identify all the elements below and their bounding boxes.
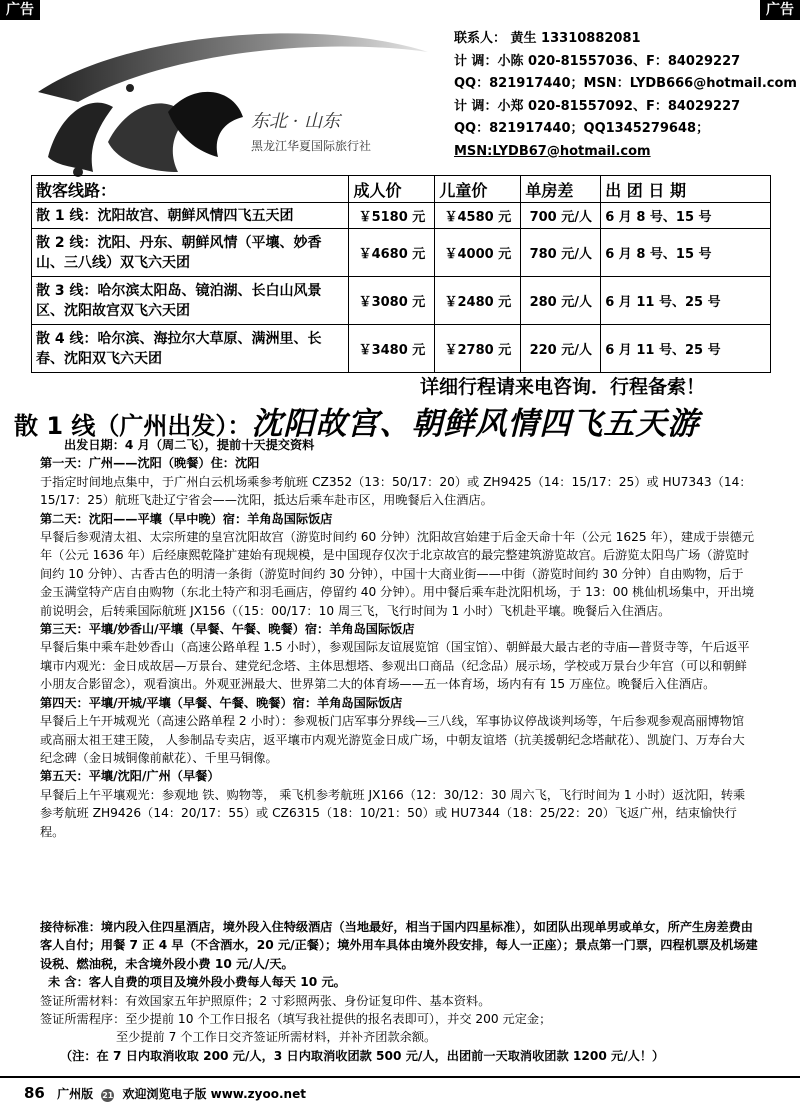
contact-line: QQ：821917440；MSN：LYDB666@hotmail.com — [454, 76, 797, 91]
ad-tag-right: 广告 — [760, 0, 800, 20]
ad-tag-left: 广告 — [0, 0, 40, 20]
contact-line: 计 调：小陈 020-81557036、F：84029227 — [454, 53, 741, 69]
logo-company: 黑龙江华夏国际旅行社 — [251, 139, 372, 153]
day-text: 早餐后上午平壤观光：参观地 铁、购物等， 乘飞机参考航班 JX166（12：30/12：30 周六飞，飞行时间为 1 小时）返沈阳，转乘参考航班 ZH9426（14：20/17：55）或 CZ6315（18：10/21：50）或 HU7344（18：25/22：20）飞返广州，结束愉快行程。 — [40, 787, 746, 839]
route-name: 散 2 线：沈阳、丹东、朝鲜风情（平壤、妙香山、三八线）双飞六天团 — [32, 229, 349, 277]
day-heading: 第四天：平壤/开城/平壤（早餐、午餐、晚餐）宿：羊角岛国际饭店 — [40, 695, 403, 710]
footer-divider — [0, 1076, 800, 1078]
visa-process: 签证所需程序：至少提前 10 个工作日报名（填写我社提供的报名表即可），并交 200 元定金； — [40, 1012, 552, 1027]
departure-info: 出发日期：4 月（周二飞），提前十天提交资料 — [64, 438, 315, 452]
table-row — [32, 277, 771, 325]
contact-info — [454, 28, 797, 163]
contact-line: QQ：821917440；QQ1345279648； — [454, 121, 710, 136]
route-name: 散 4 线：哈尔滨、海拉尔大草原、满洲里、长春、沈阳双飞六天团 — [32, 325, 349, 373]
footer-website: 欢迎浏览电子版 www.zyoo.net — [122, 1087, 306, 1101]
day-text: 于指定时间地点集中，于广州白云机场乘参考航班 CZ352（13：50/17：20）或 ZH9425（14：15/17：25）或 HU7343（14：15/17：25）航班飞赴辽宁省会——沈阳，抵达后乘车赴市区，用晚餐后入住酒店。 — [40, 474, 752, 508]
adult-price: ￥5180 元 — [349, 203, 435, 229]
visa-documents: 签证所需材料：有效国家五年护照原件；2 寸彩照两张、身份证复印件、基本资料。 — [40, 993, 491, 1008]
tour-title-main: 沈阳故宫、朝鲜风情四飞五天游 — [251, 406, 700, 442]
itinerary — [40, 436, 755, 841]
adult-price: ￥3080 元 — [349, 277, 435, 325]
child-price: ￥4000 元 — [435, 229, 521, 277]
adult-price: ￥3480 元 — [349, 325, 435, 373]
table-row — [32, 229, 771, 277]
day-heading: 第一天：广州——沈阳（晚餐）住：沈阳 — [40, 456, 260, 471]
day-text: 早餐后上午开城观光（高速公路单程 2 小时）：参观板门店军事分界线—三八线，军事协议停战谈判场等，午后参观参观高丽博物馆或高丽太祖王建王陵， 人参制品专卖店，返平壤市内观光游览金日成广场，中朝友谊塔（抗美援朝纪念塔献花）、凯旋门、万寿台大纪念碑（金日城铜像前献花）、千里马铜像。 — [40, 714, 745, 765]
page-footer — [24, 1084, 306, 1102]
header-child: 儿童价 — [435, 176, 521, 203]
single-supplement: 700 元/人 — [521, 203, 601, 229]
adult-price: ￥4680 元 — [349, 229, 435, 277]
child-price: ￥2780 元 — [435, 325, 521, 373]
company-logo — [18, 22, 438, 182]
departure-dates: 6 月 11 号、25 号 — [601, 277, 771, 325]
tour-title-prefix: 散 1 线（广州出发）： — [14, 412, 252, 440]
route-price-table — [31, 175, 771, 373]
header-single: 单房差 — [521, 176, 601, 203]
consult-note: 详细行程请来电咨询．行程备索！ — [420, 376, 706, 398]
day-heading: 第五天：平壤/沈阳/广州（早餐） — [40, 769, 220, 784]
edition-label: 广州版 — [57, 1087, 94, 1101]
departure-dates: 6 月 8 号、15 号 — [601, 229, 771, 277]
child-price: ￥4580 元 — [435, 203, 521, 229]
route-name: 散 3 线：哈尔滨太阳岛、镜泊湖、长白山风景区、沈阳故宫双飞六天团 — [32, 277, 349, 325]
single-supplement: 280 元/人 — [521, 277, 601, 325]
terms-section — [40, 918, 758, 1065]
table-row — [32, 325, 771, 373]
visa-process-2: 至少提前 7 个工作日交齐签证所需材料，并补齐团款余额。 — [116, 1030, 437, 1045]
single-supplement: 780 元/人 — [521, 229, 601, 277]
departure-dates: 6 月 11 号、25 号 — [601, 325, 771, 373]
child-price: ￥2480 元 — [435, 277, 521, 325]
page-number: 86 — [24, 1084, 45, 1102]
header-route: 散客线路： — [32, 176, 349, 203]
day-heading: 第二天：沈阳——平壤（早中晚）宿：羊角岛国际饭店 — [40, 511, 333, 526]
not-included: 未 含：客人自费的项目及境外段小费每人每天 10 元。 — [48, 975, 346, 990]
badge-icon: 21 — [102, 1091, 114, 1100]
header-date: 出 团 日 期 — [601, 176, 771, 203]
day-text: 早餐后参观清太祖、太宗所建的皇宫沈阳故宫（游览时间约 60 分钟）沈阳故宫始建于后金天命十年（公元 1625 年），建成于崇德元年（公元 1636 年）后经康熙乾隆扩建始有现规模，是中国现存仅次于北京故宫的最完整建筑游览故宫。后游览太阳鸟广场（游览时间约 10 分钟）、古香古色的明清一条街（游览时间约 30 分钟），中国十大商业街——中街（游览时间约 30 分钟）自由购物，后于金玉满堂特产店自由购物（东北土特产和羽毛画店，停留约 40 分钟）。用中餐后乘车赴沈阳机场，于 13：00 桃仙机场集中，开出境前说明会，后转乘国际航班 JX156（（15：00/17：10 周三飞，飞行时间为 1 小时）飞机赴平壤。晚餐后入住酒店。 — [40, 530, 755, 618]
contact-line: 联系人： 黄生 13310882081 — [454, 31, 641, 46]
logo-script: 东北 · 山东 — [251, 111, 341, 132]
cancellation-note: （注：在 7 日内取消收取 200 元/人，3 日内取消收团款 500 元/人，出团前一天取消收团款 1200 元/人！） — [60, 1048, 665, 1063]
day-text: 早餐后集中乘车赴妙香山（高速公路单程 1.5 小时），参观国际友谊展览馆（国宝馆）、朝鲜最大最古老的寺庙—普贤寺等，午后返平壤市内观光：金日成故居—万景台、建党纪念塔、主体思想塔、参观出口商品（纪念品）展示场，学校或万景台少年宫（可以和朝鲜小朋友合影留念），观看演出。外观亚洲最大、世界第二大的体育场——五一体育场，场内有有 15 万座位。晚餐后入住酒店。 — [40, 640, 750, 692]
single-supplement: 220 元/人 — [521, 325, 601, 373]
day-heading: 第三天：平壤/妙香山/平壤（早餐、午餐、晚餐）宿：羊角岛国际饭店 — [40, 622, 415, 637]
service-standard: 接待标准：境内段入住四星酒店，境外段入住特级酒店（当地最好，相当于国内四星标准），如团队出现单男或单女，所产生房差费由客人自付；用餐 7 正 4 早（不含酒水，20 元/正餐）；境外用车具体由境外段安排，每人一正座）；景点第一门票，四程机票及机场建设税、燃油税，未含境外段小费 10 元/人/天。 — [40, 920, 758, 971]
header-adult: 成人价 — [349, 176, 435, 203]
route-name: 散 1 线：沈阳故宫、朝鲜风情四飞五天团 — [32, 203, 349, 229]
contact-line: MSN:LYDB67@hotmail.com — [454, 143, 651, 159]
departure-dates: 6 月 8 号、15 号 — [601, 203, 771, 229]
table-row — [32, 203, 771, 229]
contact-line: 计 调：小郑 020-81557092、F：84029227 — [454, 98, 741, 114]
table-header-row — [32, 176, 771, 203]
